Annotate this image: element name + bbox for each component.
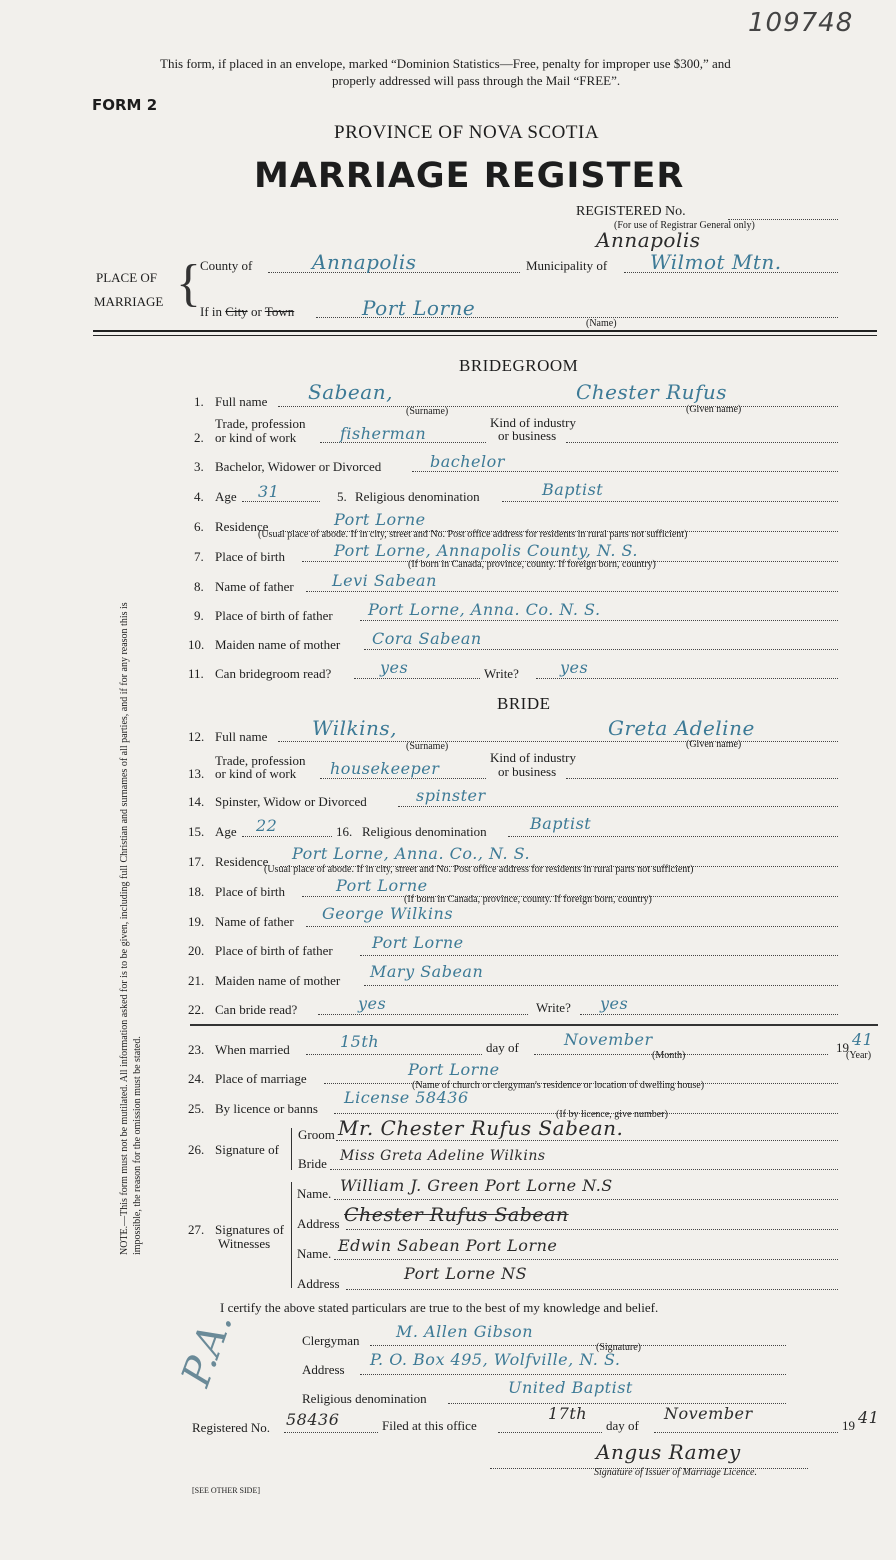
- bride-status-label: Spinster, Widow or Divorced: [215, 794, 367, 809]
- bride-age: 22: [256, 816, 278, 835]
- signature-of-label: Signature of: [215, 1142, 279, 1157]
- married-day: 15th: [340, 1032, 380, 1051]
- witness-2-name-label: Name.: [297, 1246, 332, 1261]
- witnesses-label-b: Witnesses: [218, 1236, 271, 1251]
- clergyman-address-label: Address: [302, 1362, 345, 1377]
- groom-read-label: Can bridegroom read?: [215, 666, 332, 681]
- groom-father-line: [306, 591, 838, 592]
- industry-label-b: or business: [498, 428, 557, 443]
- field-number: 20.: [188, 943, 205, 958]
- day-of-label: day of: [486, 1040, 519, 1055]
- when-married-label: When married: [215, 1042, 290, 1057]
- name-caption: (Name): [586, 318, 617, 329]
- industry-label-a: Kind of industry: [490, 750, 576, 765]
- filed-month: November: [664, 1404, 753, 1423]
- trade-label-a: Trade, profession: [215, 416, 306, 431]
- clergyman-denomination: United Baptist: [508, 1378, 633, 1397]
- bride-signature-line: [330, 1169, 838, 1170]
- municipality-label: Municipality of: [526, 258, 608, 273]
- city-or-town-label: [200, 304, 294, 320]
- bride-given-name: Greta Adeline: [608, 716, 755, 740]
- groom-write-label: Write?: [484, 666, 519, 681]
- groom-full-name-line: [278, 406, 838, 407]
- place-of-marriage-label: Place of marriage: [215, 1071, 307, 1086]
- page-title: MARRIAGE REGISTER: [254, 156, 685, 196]
- archive-stamp-number: 109748: [748, 8, 854, 38]
- groom-residence: Port Lorne: [334, 510, 426, 529]
- bridegroom-heading: BRIDEGROOM: [459, 356, 579, 375]
- field-number: 15.: [188, 824, 205, 839]
- field-number: 25.: [188, 1101, 205, 1116]
- filed-day: 17th: [548, 1404, 588, 1423]
- year-prefix: 19: [836, 1040, 849, 1055]
- field-number: 1.: [194, 394, 204, 409]
- form-label: FORM 2: [92, 96, 158, 114]
- licence-number: License 58436: [344, 1088, 469, 1107]
- groom-signature: Mr. Chester Rufus Sabean.: [338, 1116, 624, 1140]
- postal-notice-line-1: This form, if placed in an envelope, marked “Dominion Statistics—Free, penalty for improper use $300,” and: [160, 56, 731, 71]
- groom-religion-line: [502, 501, 838, 502]
- bride-write: yes: [600, 994, 629, 1013]
- filed-year-prefix: 19: [842, 1418, 855, 1433]
- county-value: Annapolis: [312, 250, 417, 274]
- groom-given-name: Chester Rufus: [576, 380, 728, 404]
- witness-1-name-line: [334, 1199, 838, 1200]
- field-number: 13.: [188, 766, 205, 781]
- witness-1-address-struck: Chester Rufus Sabean: [344, 1204, 569, 1226]
- bride-father-label: Name of father: [215, 914, 294, 929]
- margin-initials: P.A.: [173, 1305, 243, 1393]
- industry-label-a: Kind of industry: [490, 415, 576, 430]
- registered-number-label: Registered No.: [192, 1420, 270, 1435]
- groom-write: yes: [560, 658, 589, 677]
- bride-residence-label: Residence: [215, 854, 269, 869]
- field-number: 12.: [188, 729, 205, 744]
- bride-religion-label: Religious denomination: [362, 824, 487, 839]
- field-number: 10.: [188, 637, 205, 652]
- witness-2-address-line: [346, 1289, 838, 1290]
- field-number: 27.: [188, 1222, 205, 1237]
- bride-mother-label: Maiden name of mother: [215, 973, 341, 988]
- groom-father-birth-label: Place of birth of father: [215, 608, 333, 623]
- groom-read-line: [354, 678, 480, 679]
- bride-full-name-label: Full name: [215, 729, 268, 744]
- groom-birthplace-label: Place of birth: [215, 549, 286, 564]
- bride-heading: BRIDE: [497, 694, 551, 713]
- filed-year: 41: [858, 1408, 880, 1427]
- header-rule-1: [93, 330, 877, 332]
- field-number: 5.: [337, 489, 347, 504]
- bride-write-line: [580, 1014, 838, 1015]
- witness-2-name-line: [334, 1259, 838, 1260]
- residence-caption: (Usual place of abode. If in city, street and No. Post office address for residents in rural parts not sufficient): [264, 864, 694, 875]
- bride-read: yes: [358, 994, 387, 1013]
- when-married-day-line: [306, 1054, 482, 1055]
- groom-father-label: Name of father: [215, 579, 294, 594]
- issuer-caption: Signature of Issuer of Marriage Licence.: [594, 1467, 757, 1478]
- city-or-word: or: [250, 304, 262, 319]
- registered-number-line: [284, 1432, 378, 1433]
- clergyman-address-line: [360, 1374, 786, 1375]
- field-number: 11.: [188, 666, 204, 681]
- header-rule-2: [93, 335, 877, 336]
- place-of-label: PLACE OF: [96, 270, 158, 285]
- residence-caption: (Usual place of abode. If in city, street and No. Post office address for residents in rural parts not sufficient): [258, 529, 688, 540]
- bride-surname: Wilkins,: [312, 716, 398, 740]
- trade-label-b: or kind of work: [215, 766, 297, 781]
- bride-trade: housekeeper: [330, 759, 440, 778]
- groom-status-line: [412, 471, 838, 472]
- bride-father-birth-line: [360, 955, 838, 956]
- signature-bracket: [291, 1128, 292, 1170]
- bride-residence: Port Lorne, Anna. Co., N. S.: [292, 844, 531, 863]
- groom-write-line: [536, 678, 838, 679]
- registrar-note: (For use of Registrar General only): [614, 220, 755, 231]
- registered-number: 58436: [286, 1410, 340, 1429]
- town-word: Town: [264, 304, 295, 319]
- postal-notice-line-2: properly addressed will pass through the Mail “FREE”.: [332, 73, 621, 88]
- groom-read: yes: [380, 658, 409, 677]
- licence-label: By licence or banns: [215, 1101, 318, 1116]
- groom-birthplace: Port Lorne, Annapolis County, N. S.: [334, 541, 638, 560]
- groom-residence-label: Residence: [215, 519, 269, 534]
- given-name-caption: (Given name): [686, 404, 742, 415]
- bride-birthplace: Port Lorne: [336, 876, 428, 895]
- groom-status: bachelor: [430, 452, 505, 471]
- bride-trade-line: [320, 778, 486, 779]
- field-number: 8.: [194, 579, 204, 594]
- industry-label-b: or business: [498, 764, 557, 779]
- bride-religion: Baptist: [530, 814, 592, 833]
- bride-read-label: Can bride read?: [215, 1002, 298, 1017]
- groom-age-label: Age: [215, 489, 237, 504]
- municipality-value: Wilmot Mtn.: [650, 250, 782, 274]
- bride-father: George Wilkins: [322, 904, 454, 923]
- witness-2-address: Port Lorne NS: [404, 1264, 528, 1283]
- clergyman-line: [370, 1345, 786, 1346]
- surname-caption: (Surname): [406, 741, 449, 752]
- groom-age-line: [242, 501, 320, 502]
- bride-father-birth: Port Lorne: [372, 933, 464, 952]
- place-of-marriage: Port Lorne: [408, 1060, 500, 1079]
- groom-religion: Baptist: [542, 480, 604, 499]
- witness-2-name: Edwin Sabean Port Lorne: [338, 1236, 558, 1255]
- birthplace-caption: (If born in Canada, province, county. If foreign born, country): [404, 894, 652, 905]
- groom-mother: Cora Sabean: [372, 629, 482, 648]
- city-or-town-prefix: If in: [200, 304, 223, 319]
- birthplace-caption: (If born in Canada, province, county. If foreign born, country): [408, 559, 656, 570]
- bride-industry-line: [566, 778, 838, 779]
- field-number: 3.: [194, 459, 204, 474]
- groom-father-birth: Port Lorne, Anna. Co. N. S.: [368, 600, 601, 619]
- field-number: 24.: [188, 1071, 205, 1086]
- marriage-label: MARRIAGE: [94, 294, 164, 309]
- field-number: 2.: [194, 430, 204, 445]
- groom-full-name-label: Full name: [215, 394, 268, 409]
- year-caption: (Year): [846, 1050, 872, 1061]
- see-other-side: [SEE OTHER SIDE]: [192, 1486, 260, 1495]
- bride-status: spinster: [416, 786, 486, 805]
- field-number: 22.: [188, 1002, 205, 1017]
- month-caption: (Month): [652, 1050, 686, 1061]
- field-number: 16.: [336, 824, 353, 839]
- married-year: 41: [852, 1030, 874, 1049]
- bride-read-line: [318, 1014, 528, 1015]
- groom-age: 31: [258, 482, 280, 501]
- surname-caption: (Surname): [406, 406, 449, 417]
- field-number: 19.: [188, 914, 205, 929]
- field-number: 18.: [188, 884, 205, 899]
- city-value: Port Lorne: [362, 296, 476, 320]
- bride-write-label: Write?: [536, 1000, 571, 1015]
- field-number: 7.: [194, 549, 204, 564]
- bride-mother: Mary Sabean: [370, 962, 484, 981]
- clergyman-address: P. O. Box 495, Wolfville, N. S.: [370, 1350, 621, 1369]
- filed-day-line: [498, 1432, 602, 1433]
- groom-signature-label: Groom: [298, 1127, 335, 1142]
- signature-caption: (Signature): [596, 1342, 641, 1353]
- certification-statement: I certify the above stated particulars are true to the best of my knowledge and belief.: [220, 1300, 659, 1315]
- married-month: November: [564, 1030, 653, 1049]
- groom-trade: fisherman: [340, 424, 427, 443]
- side-note: NOTE.—This form must not be mutilated. All information asked for is to be given, including full Christian and surnames of all parties, and if for any reason this is impossible, the reason for the omission must be stated.: [119, 602, 143, 1255]
- field-number: 17.: [188, 854, 205, 869]
- witness-bracket: [291, 1182, 292, 1288]
- clergyman-signature: M. Allen Gibson: [396, 1322, 533, 1341]
- groom-status-label: Bachelor, Widower or Divorced: [215, 459, 382, 474]
- groom-surname: Sabean,: [308, 380, 393, 404]
- field-number: 23.: [188, 1042, 205, 1057]
- field-number: 4.: [194, 489, 204, 504]
- trade-label-b: or kind of work: [215, 430, 297, 445]
- witness-1-name: William J. Green Port Lorne N.S: [340, 1176, 613, 1195]
- bride-mother-line: [364, 985, 838, 986]
- province-heading: PROVINCE OF NOVA SCOTIA: [334, 122, 600, 143]
- trade-label-a: Trade, profession: [215, 753, 306, 768]
- clergyman-denomination-label: Religious denomination: [302, 1391, 427, 1406]
- municipality-annotation: Annapolis: [596, 228, 701, 252]
- witness-1-address-label: Address: [297, 1216, 340, 1231]
- county-label: County of: [200, 258, 253, 273]
- groom-industry-line: [566, 442, 838, 443]
- filed-label: Filed at this office: [382, 1418, 477, 1433]
- bride-birthplace-label: Place of birth: [215, 884, 286, 899]
- witnesses-label-a: Signatures of: [215, 1222, 284, 1237]
- witness-1-address-line: [346, 1229, 838, 1230]
- place-caption: (Name of church or clergyman's residence or location of dwelling house): [412, 1080, 705, 1091]
- bride-father-line: [306, 926, 838, 927]
- field-number: 26.: [188, 1142, 205, 1157]
- clergyman-label: Clergyman: [302, 1333, 360, 1348]
- issuer-signature: Angus Ramey: [596, 1440, 741, 1464]
- groom-signature-line: [336, 1140, 838, 1141]
- field-number: 6.: [194, 519, 204, 534]
- bride-signature: Miss Greta Adeline Wilkins: [340, 1148, 546, 1164]
- groom-father: Levi Sabean: [332, 571, 437, 590]
- licence-caption: (If by licence, give number): [556, 1109, 668, 1120]
- bride-section-rule: [190, 1024, 878, 1026]
- registered-no-label: REGISTERED No.: [576, 204, 686, 219]
- bride-age-label: Age: [215, 824, 237, 839]
- bride-status-line: [398, 806, 838, 807]
- brace-icon: {: [176, 255, 201, 312]
- filed-day-of-label: day of: [606, 1418, 639, 1433]
- groom-mother-line: [364, 649, 838, 650]
- bride-father-birth-label: Place of birth of father: [215, 943, 333, 958]
- witness-1-name-label: Name.: [297, 1186, 332, 1201]
- field-number: 9.: [194, 608, 204, 623]
- filed-month-line: [654, 1432, 838, 1433]
- city-word: City: [225, 304, 248, 319]
- groom-father-birth-line: [360, 620, 838, 621]
- bride-age-line: [242, 836, 332, 837]
- bride-signature-label: Bride: [298, 1156, 327, 1171]
- groom-religion-label: Religious denomination: [355, 489, 480, 504]
- witness-2-address-label: Address: [297, 1276, 340, 1291]
- bride-religion-line: [508, 836, 838, 837]
- given-name-caption: (Given name): [686, 739, 742, 750]
- field-number: 21.: [188, 973, 205, 988]
- bride-full-name-line: [278, 741, 838, 742]
- field-number: 14.: [188, 794, 205, 809]
- groom-mother-label: Maiden name of mother: [215, 637, 341, 652]
